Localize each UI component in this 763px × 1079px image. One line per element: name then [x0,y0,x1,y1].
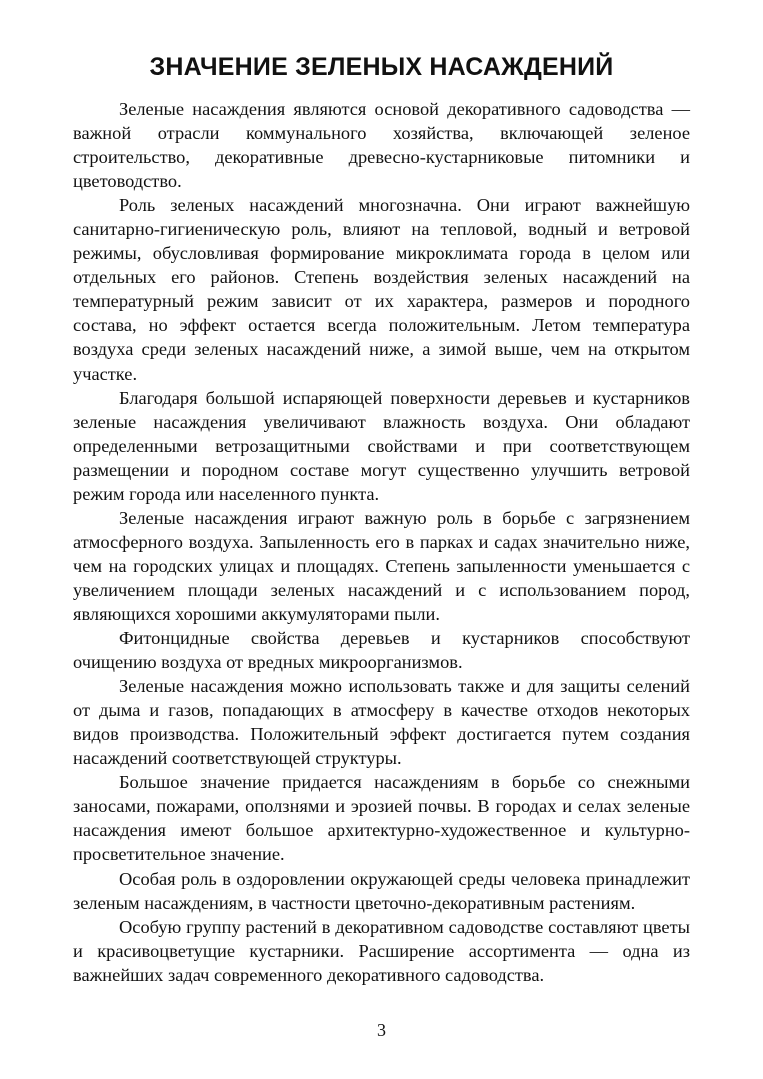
paragraph-3: Благодаря большой испаряющей поверхности деревьев и кустарников зеленые насаждения увеличивают влажность воздуха. Они обладают определенными ветрозащитными свойствами и при соответствующем размещении и породном составе могут существенно улучшить ветровой режим города или населенного пункта. [73,387,690,504]
paragraph-6: Зеленые насаждения можно использовать также и для защиты селений от дыма и газов, попадающих в атмосферу в качестве отходов некоторых видов производства. Положительный эффект достигается путем создания насаждений соответствующей структуры. [73,676,690,769]
paragraph-1: Зеленые насаждения являются основой декоративного садоводства — важной отрасли коммунального хозяйства, включающей зеленое строительство, декоративные древесно-кустарниковые питомники и цветоводство. [73,99,690,192]
paragraph-8: Особая роль в оздоровлении окружающей среды человека принадлежит зеленым насаждениям, в частности цветочно-декоративным растениям. [73,868,690,913]
page-number: 3 [377,1020,386,1040]
page-title: ЗНАЧЕНИЕ ЗЕЛЕНЫХ НАСАЖДЕНИЙ [149,53,614,81]
paragraph-2: Роль зеленых насаждений многозначна. Они играют важнейшую санитарно-гигиеническую роль, влияют на тепловой, водный и ветровой режимы, обусловливая формирование микроклимата города в целом или отдельных его районов. Степень воздействия зеленых насаждений на температурный режим зависит от их характера, размеров и породного состава, но эффект остается всегда положительным. Летом температура воздуха среди зеленых насаждений ниже, а зимой выше, чем на открытом участке. [73,195,690,384]
paragraph-9: Особую группу растений в декоративном садоводстве составляют цветы и красивоцветущие кустарники. Расширение ассортимента — одна из важнейших задач современного декоративного садоводства. [73,916,690,985]
paragraph-5: Фитонцидные свойства деревьев и кустарников способствуют очищению воздуха от вредных микроорганизмов. [73,628,690,673]
body-text [73,97,690,987]
paragraph-4: Зеленые насаждения играют важную роль в борьбе с загрязнением атмосферного воздуха. Запыленность его в парках и садах значительно ниже, чем на городских улицах и площадях. Степень запыленности уменьшается с увеличением площади зеленых насаждений и с использованием пород, являющихся хорошими аккумуляторами пыли. [73,507,690,624]
paragraph-7: Большое значение придается насаждениям в борьбе со снежными заносами, пожарами, оползнями и эрозией почвы. В городах и селах зеленые насаждения имеют большое архитектурно-художественное и культурно-просветительное значение. [73,772,690,865]
